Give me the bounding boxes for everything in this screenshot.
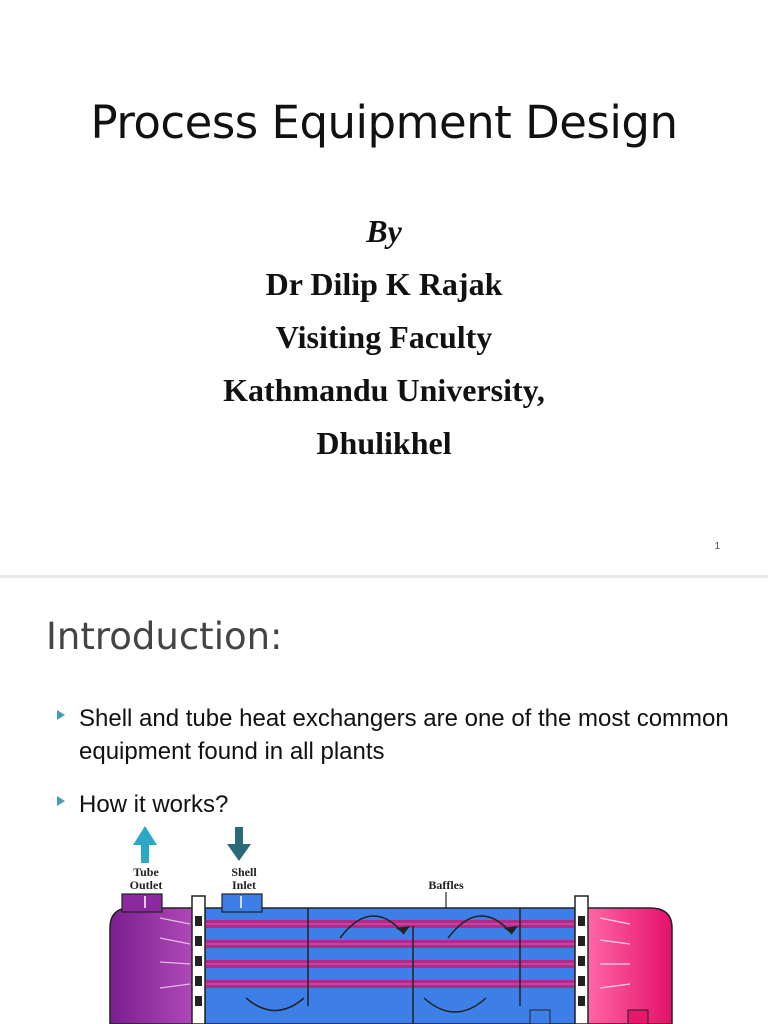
tube-outlet-nozzle — [122, 894, 162, 912]
tube-inlet-nozzle — [628, 1010, 648, 1024]
author-university: Kathmandu University, — [223, 372, 545, 408]
right-tube-sheet — [575, 896, 588, 1024]
left-channel-head — [110, 908, 195, 1024]
shell-outlet-nozzle — [530, 1010, 550, 1024]
by-label: By — [366, 213, 402, 249]
shell-inlet-nozzle — [222, 894, 262, 912]
right-return-head — [585, 908, 672, 1024]
author-name: Dr Dilip K Rajak — [265, 266, 503, 302]
shell-inlet-arrow-icon — [227, 827, 251, 861]
author-block — [0, 205, 768, 470]
bullet-text: How it works? — [79, 791, 229, 818]
bullet-text: Shell and tube heat exchangers are one of the most common equipment found in all plants — [79, 705, 729, 765]
slide-2 — [0, 578, 768, 1024]
tube-outlet-arrow-icon — [133, 826, 157, 863]
page-number: 1 — [714, 541, 720, 552]
slide-title: Process Equipment Design — [90, 96, 678, 149]
author-location: Dhulikhel — [316, 425, 452, 461]
slide-heading: Introduction: — [46, 615, 283, 658]
tube-outlet-label-1: Tube — [133, 865, 159, 879]
tube-outlet-label-2: Outlet — [129, 878, 163, 892]
author-position: Visiting Faculty — [275, 319, 493, 355]
shell-inlet-label-1: Shell — [231, 865, 257, 879]
shell-inlet-label-2: Inlet — [232, 878, 256, 892]
baffles-label: Baffles — [428, 878, 464, 892]
left-tube-sheet — [192, 896, 205, 1024]
heat-exchanger-diagram — [0, 578, 768, 1024]
